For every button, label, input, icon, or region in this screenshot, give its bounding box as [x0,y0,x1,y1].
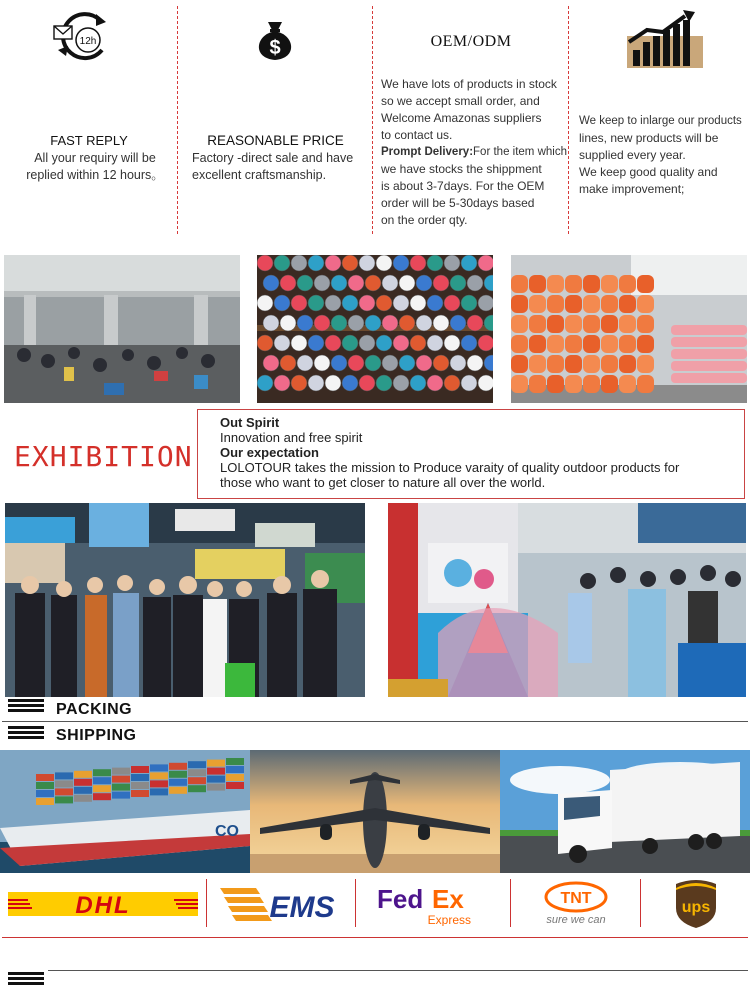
truck-photo [500,750,750,873]
oem-text [381,76,567,229]
oem-line: to contact us. [381,128,453,142]
oem-line: We have lots of products in stock [381,77,557,91]
oem-line: we have stocks the shippment [381,162,542,176]
tnt-slogan: sure we can [546,914,606,926]
factory-workshop-photo [4,255,240,403]
improvement-line: make improvement; [579,182,685,196]
email-clock-icon [52,10,112,71]
fabric-rolls-photo [257,255,493,403]
fast-reply-text [20,150,170,184]
ship-lettering: CO [215,823,239,840]
reasonable-price-text [192,150,372,184]
money-bag-icon [252,18,298,67]
svg-text:$: $ [269,37,281,59]
packing-bars-icon [8,699,44,714]
reasonable-price-line: excellent craftsmanship. [192,168,327,182]
tnt-logo [511,873,641,935]
improvement-line: We keep to inlarge our products [579,115,742,127]
cargo-ship-photo [0,750,250,873]
oem-title: OEM/ODM [430,33,512,50]
feature-fast-reply [0,0,178,242]
fast-reply-line: replied within 12 hours。 [26,168,164,182]
ems-text: EMS [268,891,335,924]
improvement-line: lines, new products will be [579,131,719,145]
ups-text: ups [681,899,710,916]
improvement-line: supplied every year. [579,148,686,162]
oem-line: on the order qty. [381,213,468,227]
packing-heading: PACKING [56,701,133,718]
oem-line: order will be 5-30days based [381,196,535,210]
fedex-ex-text: Ex [431,884,464,914]
dhl-logo [0,873,205,935]
reasonable-price-line: Factory -direct sale and have [192,151,354,165]
feature-oem-odm [373,0,569,242]
airplane-photo [250,750,500,873]
feature-reasonable-price [178,0,373,242]
expectation-heading: Our expectation [220,445,319,460]
prompt-delivery-first: For the item which [473,146,567,158]
oem-line: so we accept small order, and [381,94,540,108]
divider [2,937,748,938]
prompt-delivery-line [381,144,567,161]
growth-chart-icon [627,10,707,77]
feature-row [0,0,750,242]
feature-improvement [569,0,750,242]
tnt-text: TNT [560,890,592,907]
improvement-line: We keep good quality and [579,165,718,179]
fabric-warehouse-photo [511,255,747,403]
spirit-text: Innovation and free spirit [220,430,363,445]
spirit-heading: Out Spirit [220,415,280,430]
divider [48,970,748,971]
expectation-text-line: LOLOTOUR takes the mission to Produce varaity of quality outdoor products for [220,460,680,475]
reasonable-price-title: REASONABLE PRICE [207,133,344,148]
fedex-express-text: Express [427,913,471,926]
fedex-fed-text: Fed [376,884,423,914]
exhibition-title: EXHIBITION [14,440,193,473]
improvement-text [579,113,749,198]
fast-reply-title: FAST REPLY [50,133,128,148]
dhl-text: DHL [74,892,131,919]
exhibition-booth-photo [388,503,746,697]
divider [2,721,748,722]
clock-label: 12h [79,36,97,47]
courier-logo-row [0,873,750,935]
prompt-delivery-label: Prompt Delivery: [381,146,474,158]
exhibition-team-photo [5,503,365,697]
ems-logo [207,873,354,935]
exhibition-spirit-box [197,409,745,499]
shipping-heading: SHIPPING [56,727,137,744]
oem-line: Welcome Amazonas suppliers [381,111,542,125]
oem-line: is about 3-7days. For the OEM [381,179,545,193]
expectation-text-line: those who want to get closer to nature all over the world. [220,475,546,490]
fast-reply-line: All your requiry will be [34,151,156,165]
fedex-logo [356,873,509,935]
shipping-bars-icon [8,726,44,741]
footer-bars-icon [8,972,44,987]
ups-logo [641,873,750,935]
